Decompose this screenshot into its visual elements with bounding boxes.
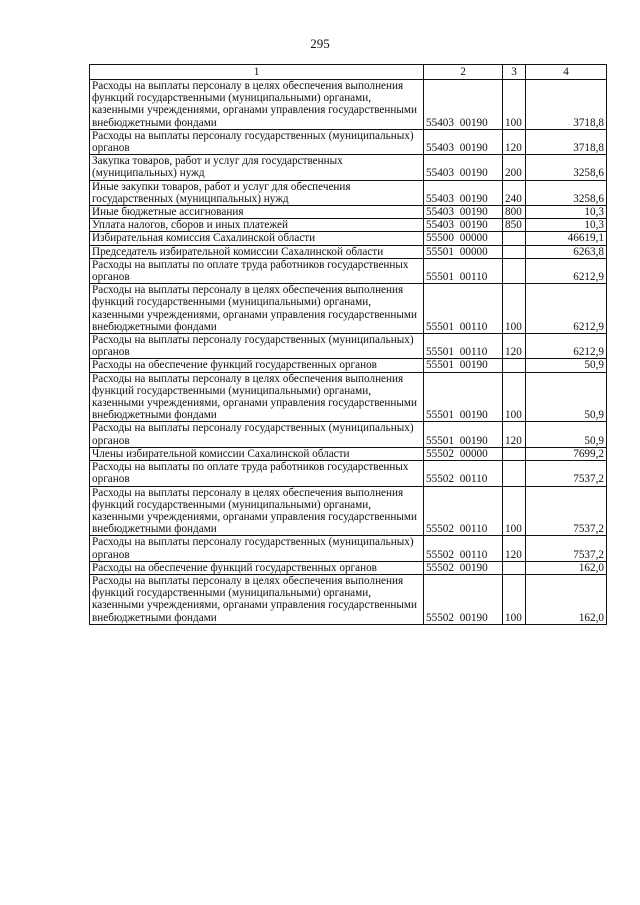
header-sum-column: 4 <box>526 65 607 80</box>
row-name: Расходы на выплаты персоналу в целях обеспечения выполнения функций государственными (муниципальными) органами, казенными учреждениями, органами управления государственными внебюджетными фондами <box>90 486 424 536</box>
row-name: Председатель избирательной комиссии Сахалинской области <box>90 245 424 258</box>
row-sum: 7537,2 <box>526 461 607 486</box>
row-name: Расходы на выплаты персоналу государственных (муниципальных) органов <box>90 536 424 561</box>
row-type: 100 <box>503 372 526 422</box>
table-row <box>90 180 607 205</box>
table-row <box>90 232 607 245</box>
row-code: 55403 00190 <box>424 180 503 205</box>
table-row <box>90 129 607 154</box>
row-code: 55403 00190 <box>424 80 503 130</box>
row-code: 55501 00190 <box>424 359 503 372</box>
table-row <box>90 422 607 447</box>
row-sum: 3718,8 <box>526 129 607 154</box>
row-type <box>503 461 526 486</box>
row-code: 55502 00110 <box>424 536 503 561</box>
budget-table <box>89 64 607 625</box>
row-code: 55403 00190 <box>424 206 503 219</box>
row-type: 120 <box>503 422 526 447</box>
row-sum: 7537,2 <box>526 486 607 536</box>
row-type <box>503 245 526 258</box>
row-type: 200 <box>503 155 526 180</box>
row-code: 55502 00000 <box>424 447 503 460</box>
row-code: 55501 00110 <box>424 284 503 334</box>
row-code: 55502 00110 <box>424 461 503 486</box>
row-type: 240 <box>503 180 526 205</box>
row-name: Расходы на выплаты персоналу в целях обеспечения выполнения функций государственными (муниципальными) органами, казенными учреждениями, органами управления государственными внебюджетными фондами <box>90 284 424 334</box>
table-row <box>90 245 607 258</box>
table-header-row <box>90 65 607 80</box>
table-row <box>90 561 607 574</box>
row-type <box>503 447 526 460</box>
row-code: 55501 00000 <box>424 245 503 258</box>
row-code: 55501 00110 <box>424 258 503 283</box>
row-name: Иные закупки товаров, работ и услуг для обеспечения государственных (муниципальных) нужд <box>90 180 424 205</box>
row-code: 55502 00190 <box>424 561 503 574</box>
header-name-column: 1 <box>90 65 424 80</box>
row-sum: 3718,8 <box>526 80 607 130</box>
row-sum: 162,0 <box>526 574 607 624</box>
table-row <box>90 447 607 460</box>
row-sum: 7699,2 <box>526 447 607 460</box>
row-name: Уплата налогов, сборов и иных платежей <box>90 219 424 232</box>
row-type <box>503 258 526 283</box>
table-row <box>90 359 607 372</box>
table-row <box>90 219 607 232</box>
row-code: 55502 00110 <box>424 486 503 536</box>
row-name: Расходы на выплаты персоналу в целях обеспечения выполнения функций государственными (муниципальными) органами, казенными учреждениями, органами управления государственными внебюджетными фондами <box>90 372 424 422</box>
row-code: 55403 00190 <box>424 155 503 180</box>
row-type: 100 <box>503 284 526 334</box>
table-row <box>90 206 607 219</box>
table-row <box>90 372 607 422</box>
row-type: 120 <box>503 334 526 359</box>
row-sum: 46619,1 <box>526 232 607 245</box>
row-sum: 6212,9 <box>526 284 607 334</box>
row-sum: 6212,9 <box>526 334 607 359</box>
table-row <box>90 486 607 536</box>
table-row <box>90 461 607 486</box>
row-type <box>503 561 526 574</box>
row-name: Иные бюджетные ассигнования <box>90 206 424 219</box>
row-name: Расходы на выплаты по оплате труда работников государственных органов <box>90 258 424 283</box>
row-sum: 50,9 <box>526 422 607 447</box>
row-sum: 162,0 <box>526 561 607 574</box>
row-code: 55502 00190 <box>424 574 503 624</box>
row-sum: 50,9 <box>526 359 607 372</box>
table-row <box>90 284 607 334</box>
row-name: Члены избирательной комиссии Сахалинской области <box>90 447 424 460</box>
row-code: 55500 00000 <box>424 232 503 245</box>
row-sum: 50,9 <box>526 372 607 422</box>
row-name: Расходы на обеспечение функций государственных органов <box>90 561 424 574</box>
row-code: 55403 00190 <box>424 219 503 232</box>
row-type: 800 <box>503 206 526 219</box>
row-type: 120 <box>503 536 526 561</box>
table-row <box>90 536 607 561</box>
table-row <box>90 258 607 283</box>
row-type: 100 <box>503 80 526 130</box>
row-type: 100 <box>503 574 526 624</box>
row-name: Расходы на выплаты персоналу государственных (муниципальных) органов <box>90 334 424 359</box>
row-name: Расходы на обеспечение функций государственных органов <box>90 359 424 372</box>
row-type: 120 <box>503 129 526 154</box>
row-name: Расходы на выплаты персоналу в целях обеспечения выполнения функций государственными (муниципальными) органами, казенными учреждениями, органами управления государственными внебюджетными фондами <box>90 80 424 130</box>
row-sum: 10,3 <box>526 219 607 232</box>
row-name: Расходы на выплаты персоналу государственных (муниципальных) органов <box>90 129 424 154</box>
row-sum: 10,3 <box>526 206 607 219</box>
row-name: Расходы на выплаты персоналу в целях обеспечения выполнения функций государственными (муниципальными) органами, казенными учреждениями, органами управления государственными внебюджетными фондами <box>90 574 424 624</box>
row-code: 55501 00190 <box>424 372 503 422</box>
header-type-column: 3 <box>503 65 526 80</box>
page-number: 295 <box>310 36 330 51</box>
row-name: Расходы на выплаты по оплате труда работников государственных органов <box>90 461 424 486</box>
row-sum: 6212,9 <box>526 258 607 283</box>
header-code-column: 2 <box>424 65 503 80</box>
row-name: Расходы на выплаты персоналу государственных (муниципальных) органов <box>90 422 424 447</box>
row-sum: 7537,2 <box>526 536 607 561</box>
table-row <box>90 334 607 359</box>
table-row <box>90 574 607 624</box>
row-sum: 3258,6 <box>526 155 607 180</box>
row-name: Закупка товаров, работ и услуг для государственных (муниципальных) нужд <box>90 155 424 180</box>
row-code: 55501 00190 <box>424 422 503 447</box>
row-code: 55403 00190 <box>424 129 503 154</box>
row-type: 850 <box>503 219 526 232</box>
row-code: 55501 00110 <box>424 334 503 359</box>
row-type <box>503 359 526 372</box>
row-name: Избирательная комиссия Сахалинской области <box>90 232 424 245</box>
row-type <box>503 232 526 245</box>
row-type: 100 <box>503 486 526 536</box>
table-row <box>90 155 607 180</box>
table-row <box>90 80 607 130</box>
row-sum: 3258,6 <box>526 180 607 205</box>
row-sum: 6263,8 <box>526 245 607 258</box>
